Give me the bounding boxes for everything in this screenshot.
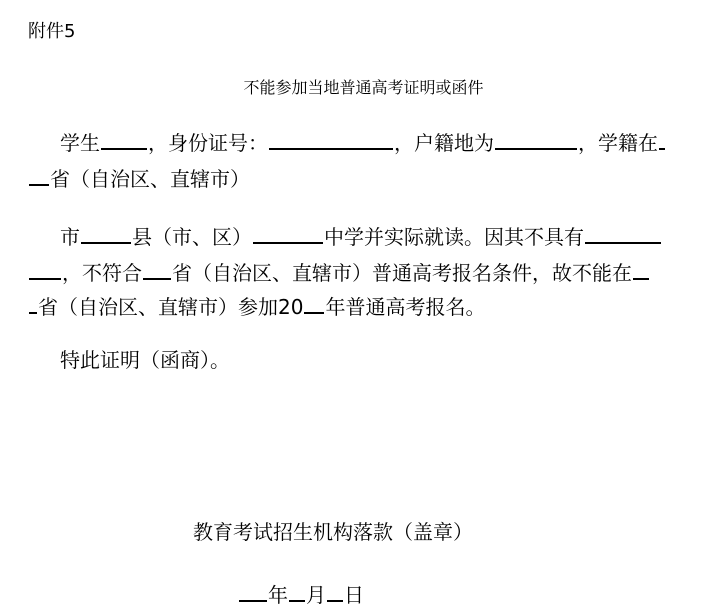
- household-label: ，户籍地为: [394, 131, 494, 155]
- year-blank[interactable]: [304, 290, 324, 314]
- province-blank-2[interactable]: [143, 256, 171, 280]
- province-exam-label: 省（自治区、直辖市）参加20: [38, 295, 304, 319]
- condition-blank[interactable]: [585, 220, 661, 244]
- province-blank-3[interactable]: [633, 256, 649, 280]
- document-title: 不能参加当地普通高考证明或函件: [243, 78, 484, 97]
- student-label: 学生: [60, 131, 100, 155]
- paragraph-2-line-2: [28, 256, 650, 287]
- school-registration-blank[interactable]: [659, 126, 665, 150]
- paragraph-2-line-1: [60, 220, 662, 251]
- province-blank-3-cont[interactable]: [29, 290, 37, 314]
- paragraph-2-line-3: [28, 290, 485, 321]
- paragraph-1-line-1: [60, 126, 666, 157]
- school-name-blank[interactable]: [253, 220, 323, 244]
- id-number-blank[interactable]: [269, 126, 393, 150]
- issuer-signature-label: 教育考试招生机构落款（盖章）: [193, 520, 473, 544]
- condition-blank-cont[interactable]: [29, 256, 61, 280]
- date-day-blank[interactable]: [327, 578, 343, 602]
- date-month-label: 月: [306, 583, 326, 607]
- date-year-label: 年: [268, 583, 288, 607]
- closing-statement: 特此证明（函商）。: [60, 348, 230, 372]
- province-conditions-label: 省（自治区、直辖市）普通高考报名条件，故不能在: [172, 261, 632, 285]
- date-line: [238, 578, 364, 609]
- school-registration-label: ，学籍在: [578, 131, 658, 155]
- date-month-blank[interactable]: [289, 578, 305, 602]
- attachment-label: 附件5: [28, 21, 76, 42]
- province-label: 省（自治区、直辖市）: [50, 167, 250, 191]
- city-blank[interactable]: [81, 220, 131, 244]
- paragraph-1-line-2: [28, 162, 250, 193]
- date-day-label: 日: [344, 583, 364, 607]
- city-label: 市: [60, 225, 80, 249]
- school-label: 中学并实际就读。因其不具有: [324, 225, 584, 249]
- household-blank[interactable]: [495, 126, 577, 150]
- not-meet-label: ，不符合: [62, 261, 142, 285]
- county-label: 县（市、区）: [132, 225, 252, 249]
- student-name-blank[interactable]: [101, 126, 147, 150]
- year-exam-label: 年普通高考报名。: [325, 295, 486, 319]
- id-number-label: ，身份证号：: [148, 131, 268, 155]
- school-province-blank[interactable]: [29, 162, 49, 186]
- date-year-blank[interactable]: [239, 578, 267, 602]
